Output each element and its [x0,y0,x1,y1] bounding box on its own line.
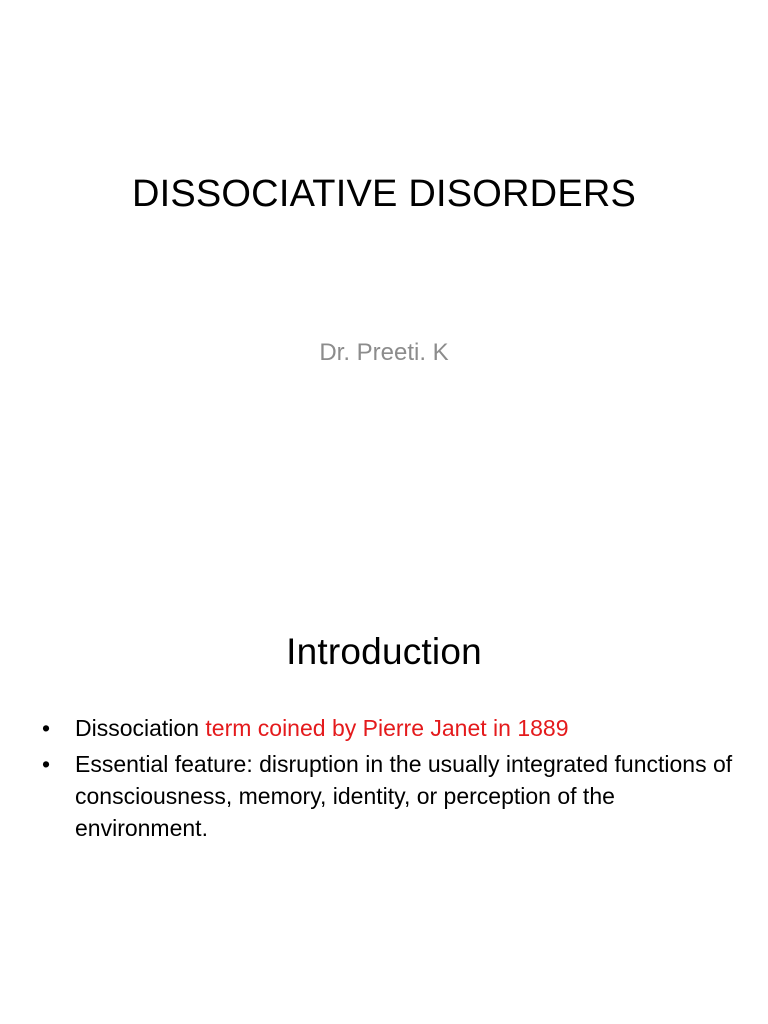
highlighted-text: term coined by Pierre Janet in 1889 [205,715,569,741]
bullet-list [40,712,740,848]
slide-title: DISSOCIATIVE DISORDERS [131,173,637,215]
introduction-slide [0,512,768,1024]
slide-title: Introduction [286,631,482,672]
bullet-item [40,748,740,844]
bullet-text: Dissociation [75,715,206,741]
bullet-marker: • [42,715,51,741]
bullet-text: Essential feature: disruption in the usually integrated functions of consciousness, memory, identity, or perception of the environment. [75,751,733,841]
bullet-item [40,712,740,744]
author-subtitle: Dr. Preeti. K [319,339,449,366]
bullet-marker: • [42,751,51,777]
